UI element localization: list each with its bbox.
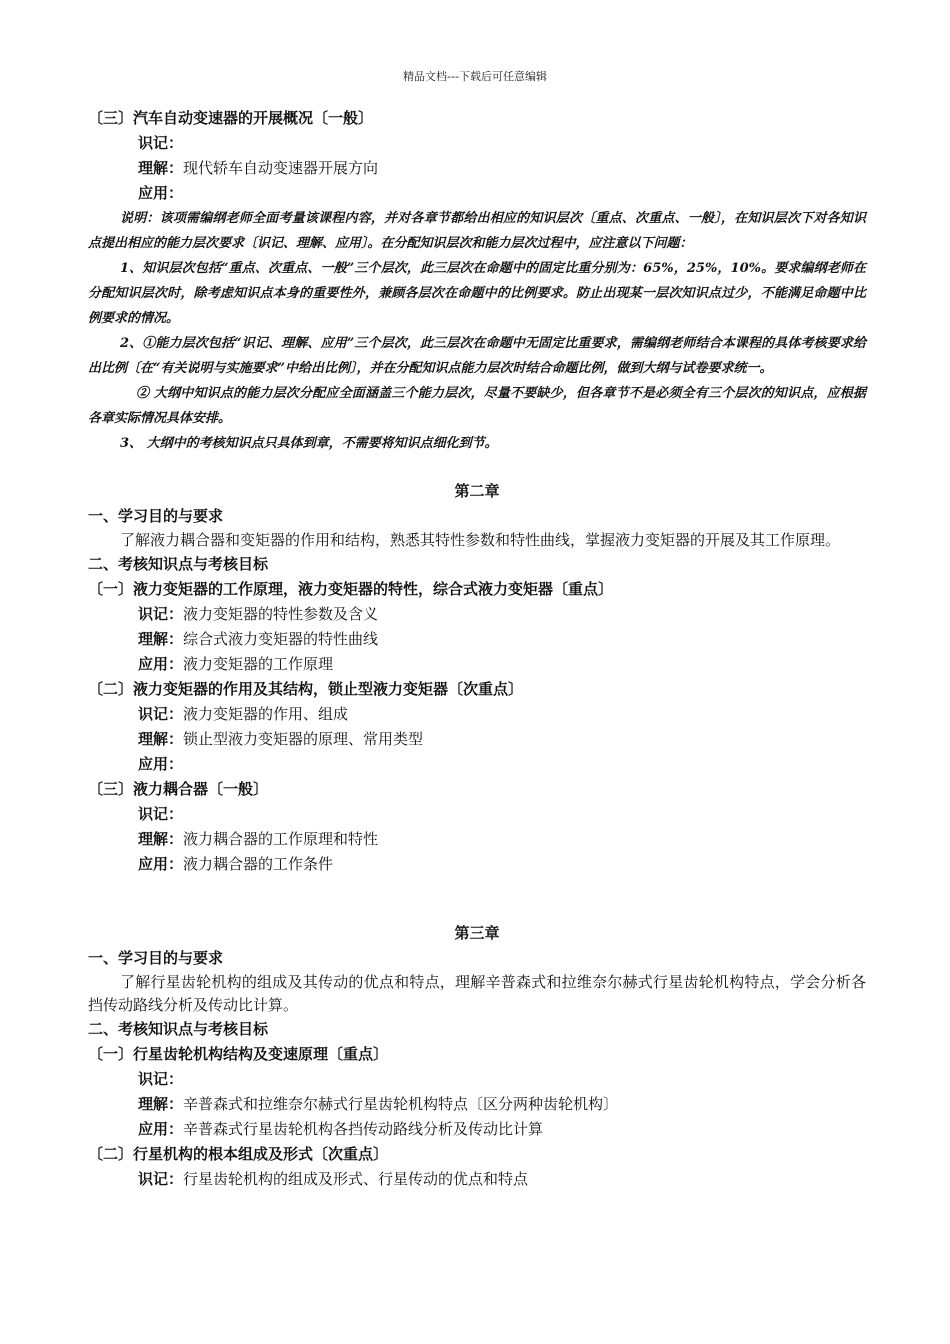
- goal-text: 了解行星齿轮机构的组成及其传动的优点和特点，理解辛普森式和拉维奈尔赫式行星齿轮机构特点，学会分析各挡传动路线分析及传动比计算。: [88, 973, 866, 1014]
- objective-line: [88, 1167, 866, 1192]
- document-body: [88, 106, 866, 1192]
- objective-text: 辛普森式和拉维奈尔赫式行星齿轮机构特点〔区分两种齿轮机构〕: [183, 1095, 619, 1113]
- objective-label: 理解：: [138, 1095, 184, 1113]
- objective-label: 应用：: [138, 184, 184, 202]
- objective-line: [88, 1117, 866, 1142]
- objective-label: 应用：: [138, 855, 184, 873]
- objective-line: [88, 602, 866, 627]
- objective-label: 识记：: [138, 1070, 184, 1088]
- objective-label: 应用：: [138, 655, 184, 673]
- section-heading: 〔二〕行星机构的根本组成及形式〔次重点〕: [88, 1145, 389, 1163]
- objective-text: 综合式液力变矩器的特性曲线: [183, 630, 379, 648]
- notes-block: [88, 206, 866, 456]
- points-heading: 二、考核知识点与考核目标: [88, 555, 269, 573]
- note-2b: ② 大纲中知识点的能力层次分配应全面涵盖三个能力层次，尽量不要缺少，但各章节不是必须全有三个层次的知识点，应根据各章实际情况具体安排。: [88, 386, 866, 426]
- note-2-prefix: 2、①: [120, 336, 156, 351]
- objective-label: 理解：: [138, 730, 184, 748]
- objective-label: 识记：: [138, 605, 184, 623]
- points-heading: 二、考核知识点与考核目标: [88, 1020, 269, 1038]
- objective-line: [88, 827, 866, 852]
- objective-label: 理解：: [138, 630, 184, 648]
- note-1-prefix: 1、: [120, 261, 143, 276]
- objective-line: [88, 652, 866, 677]
- notes-intro: 说明：该项需编纲老师全面考量该课程内容，并对各章节都给出相应的知识层次〔重点、次重点、一般〕，在知识层次下对各知识点提出相应的能力层次要求〔识记、理解、应用〕。在分配知识层次和能力层次过程中，应注意以下问题：: [88, 211, 866, 251]
- objective-text: 辛普森式行星齿轮机构各挡传动路线分析及传动比计算: [183, 1120, 544, 1138]
- note-1: [88, 256, 866, 331]
- section-heading: 〔三〕液力耦合器〔一般〕: [88, 780, 269, 798]
- goal-heading: 一、学习目的与要求: [88, 949, 224, 967]
- objective-label: 识记：: [138, 805, 184, 823]
- note-2-text: 包括“识记、理解、应用”三个层次，此三层次在命题中无固定比重要求，需编纲老师结合本课程的具体考核要求给出比例〔在“有关说明与实施要求”中给出比例〕，并在分配知识点能力层次时结合命题比例，做到大纲与试卷要求统一。: [88, 336, 866, 376]
- objective-line: [88, 156, 866, 181]
- objective-text: 液力耦合器的工作原理和特性: [183, 830, 379, 848]
- chapter-title: 第三章: [454, 924, 500, 942]
- objective-label: 理解：: [138, 159, 184, 177]
- objective-label: 应用：: [138, 755, 184, 773]
- objective-label: 识记：: [138, 1170, 184, 1188]
- goal-heading: 一、学习目的与要求: [88, 507, 224, 525]
- objective-line: [88, 852, 866, 877]
- objective-line: [88, 727, 866, 752]
- note-2: [88, 331, 866, 381]
- objective-text: 液力变矩器的特性参数及含义: [183, 605, 379, 623]
- note-1-text: 包括“重点、次重点、一般”三个层次，此三层次在命题中的固定比重分别为：65%，25%，10%。要求编纲老师在分配知识层次时，除考虑知识点本身的重要性外，兼顾各层次在命题中的比例要求。防止出现某一层次知识点过少，不能满足命题中比例要求的情况。: [88, 261, 866, 326]
- objective-text: 液力耦合器的工作条件: [183, 855, 334, 873]
- objective-text: 现代轿车自动变速器开展方向: [183, 159, 379, 177]
- objective-line: [88, 702, 866, 727]
- section-heading: 〔三〕汽车自动变速器的开展概况〔一般〕: [88, 109, 374, 127]
- note-1-term: 知识层次: [142, 261, 195, 276]
- objective-label: 识记：: [138, 705, 184, 723]
- objective-label: 识记：: [138, 134, 184, 152]
- objective-line: [88, 181, 866, 206]
- section-heading: 〔一〕行星齿轮机构结构及变速原理〔重点〕: [88, 1045, 389, 1063]
- chapter-title: 第二章: [454, 482, 500, 500]
- objective-line: [88, 752, 866, 777]
- section-heading: 〔一〕液力变矩器的工作原理，液力变矩器的特性，综合式液力变矩器〔重点〕: [88, 580, 614, 598]
- note-3: 3、 大纲中的考核知识点只具体到章，不需要将知识点细化到节。: [120, 436, 498, 451]
- objective-line: [88, 1067, 866, 1092]
- objective-text: 行星齿轮机构的组成及形式、行星传动的优点和特点: [183, 1170, 529, 1188]
- section-heading: 〔二〕液力变矩器的作用及其结构，锁止型液力变矩器〔次重点〕: [88, 680, 524, 698]
- objective-label: 理解：: [138, 830, 184, 848]
- objective-text: 液力变矩器的工作原理: [183, 655, 334, 673]
- objective-line: [88, 131, 866, 156]
- goal-text: 了解液力耦合器和变矩器的作用和结构，熟悉其特性参数和特性曲线，掌握液力变矩器的开展及其工作原理。: [120, 531, 841, 549]
- note-2-term: 能力层次: [155, 336, 208, 351]
- page-header: 精品文档---下载后可任意编辑: [403, 70, 547, 83]
- objective-label: 应用：: [138, 1120, 184, 1138]
- objective-text: 液力变矩器的作用、组成: [183, 705, 349, 723]
- objective-line: [88, 627, 866, 652]
- objective-line: [88, 1092, 866, 1117]
- objective-text: 锁止型液力变矩器的原理、常用类型: [183, 730, 424, 748]
- objective-line: [88, 802, 866, 827]
